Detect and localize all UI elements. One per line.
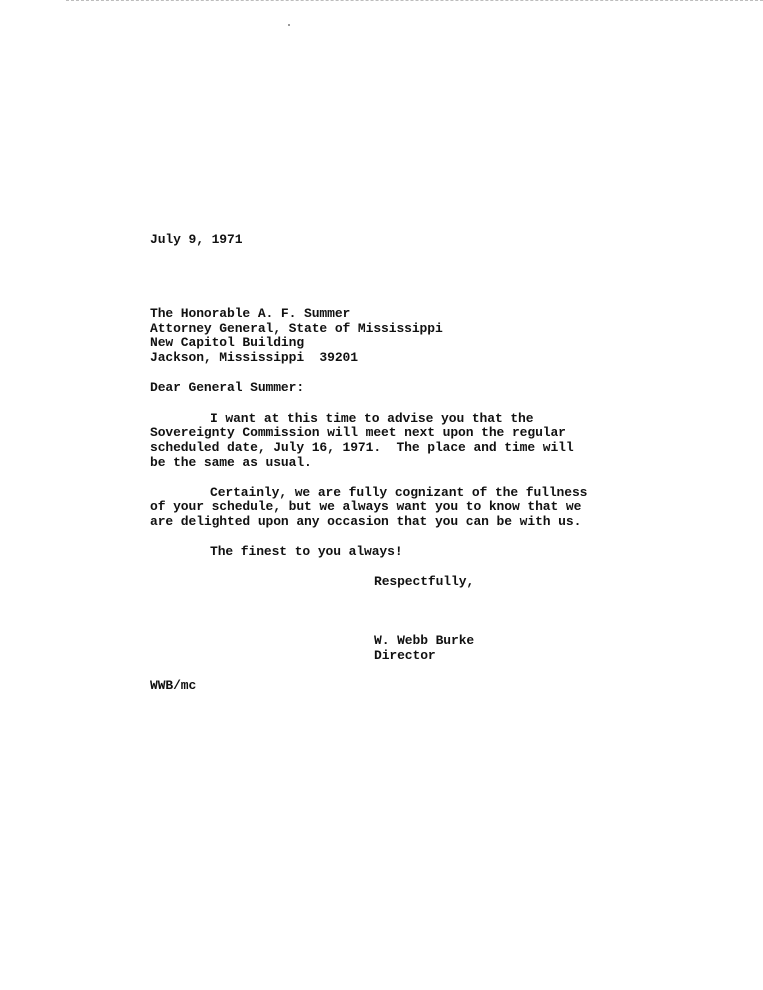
recipient-line-3: New Capitol Building — [150, 335, 305, 350]
scan-speck — [288, 24, 290, 26]
signer-title: Director — [374, 648, 436, 663]
signer-name: W. Webb Burke — [374, 633, 475, 648]
recipient-line-2: Attorney General, State of Mississippi — [150, 321, 443, 336]
paragraph1-line-4: be the same as usual. — [150, 455, 312, 470]
reference-initials: WWB/mc — [150, 678, 197, 693]
paragraph1-line-3: scheduled date, July 16, 1971. The place and time will — [150, 440, 574, 455]
paragraph3: The finest to you always! — [210, 544, 403, 559]
paragraph2-line-2: of your schedule, but we always want you to know that we — [150, 499, 582, 514]
paragraph2-line-1: Certainly, we are fully cognizant of the fullness — [210, 485, 588, 500]
salutation: Dear General Summer: — [150, 380, 305, 395]
paragraph1-line-2: Sovereignty Commission will meet next upon the regular — [150, 425, 566, 440]
recipient-line-1: The Honorable A. F. Summer — [150, 306, 351, 321]
paragraph2-line-3: are delighted upon any occasion that you can be with us. — [150, 514, 582, 529]
recipient-line-4: Jackson, Mississippi 39201 — [150, 350, 358, 365]
paragraph1-line-1: I want at this time to advise you that the — [210, 411, 534, 426]
page-top-edge — [66, 0, 763, 1]
letter-date: July 9, 1971 — [150, 232, 243, 247]
closing: Respectfully, — [374, 574, 475, 589]
